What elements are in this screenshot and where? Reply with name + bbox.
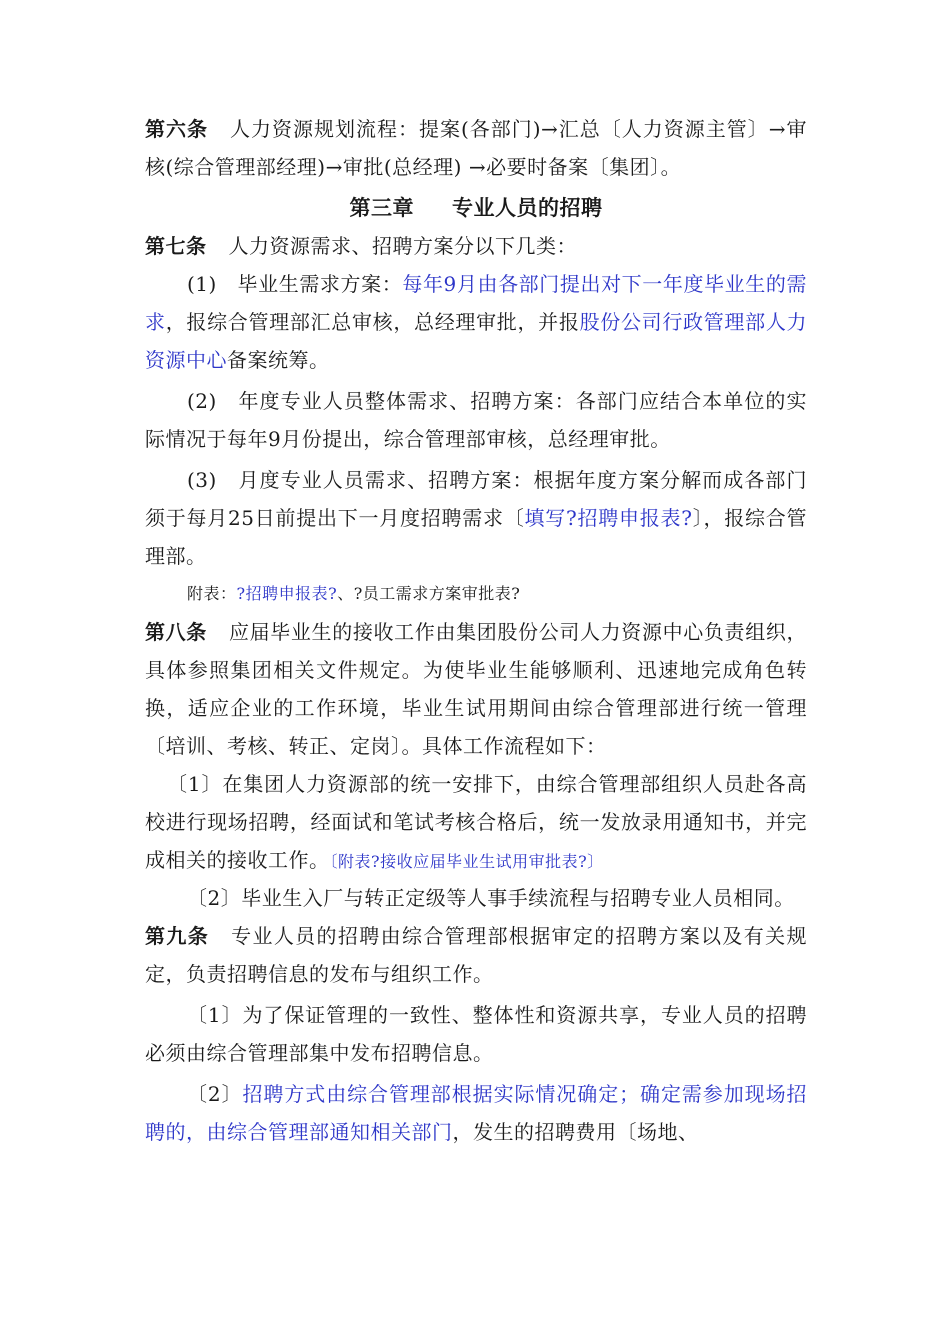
article-6-text: 人力资源规划流程：提案(各部门)→汇总〔人力资源主管〕→审核(综合管理部经理)→审批(总经理) →必要时备案〔集团〕。 [145,117,808,179]
article-7-item-3-text: (3) 月度专业人员需求、招聘方案：根据年度方案分解而成各部门须于每月25日前提出下一月度招聘需求〔 [145,468,807,530]
article-9-item-2-end: ，发生的招聘费用〔场地、 [452,1120,699,1144]
article-9-item-2 [145,1075,807,1151]
article-9-text: 专业人员的招聘由综合管理部根据审定的招聘方案以及有关规定，负责招聘信息的发布与组织工作。 [145,924,808,986]
document-body [145,110,807,1151]
article-9-item-1: 〔1〕为了保证管理的一致性、整体性和资源共享，专业人员的招聘必须由综合管理部集中发布招聘信息。 [145,1003,807,1065]
article-8-text: 应届毕业生的接收工作由集团股份公司人力资源中心负责组织，具体参照集团相关文件规定。为使毕业生能够顺利、迅速地完成角色转换，适应企业的工作环境，毕业生试用期间由综合管理部进行统一管理〔培训、考核、转正、定岗〕。具体工作流程如下： [145,620,808,758]
article-7-item-1-middle: ，报综合管理部汇总审核，总经理审批，并报 [165,310,580,334]
article-8 [145,613,807,765]
attachment-demand-form: ?员工需求方案审批表? [353,584,521,603]
article-7-item-1-highlight-1: 每年9月由各部门提出对下一年度毕业生的需求 [145,272,807,334]
article-8-item-1 [145,765,807,879]
chapter-3-number: 第三章 [349,195,414,220]
attachments-prefix: 附表： [187,584,237,603]
article-7-item-3 [145,461,807,575]
article-8-label: 第八条 [145,620,207,644]
article-7-label: 第七条 [145,234,207,258]
article-7-intro: 人力资源需求、招聘方案分以下几类： [228,234,577,258]
chapter-3-heading [145,189,807,227]
article-9 [145,917,807,993]
article-7-item-1-end: 备案统筹。 [227,348,330,372]
article-8-item-1-attachment: 〔附表?接收应届毕业生试用审批表?〕 [329,852,604,871]
article-9-label: 第九条 [145,924,210,948]
attachment-recruit-form: ?招聘申报表? [236,584,338,603]
article-8-item-2: 〔2〕毕业生入厂与转正定级等人事手续流程与招聘专业人员相同。 [187,886,795,910]
article-6 [145,110,807,186]
article-7-attachments [145,575,807,613]
article-7-item-3-link: 填写?招聘申报表? [524,506,693,530]
article-6-label: 第六条 [145,117,208,141]
article-7-item-1-highlight-2: 股份公司行政管理部人力资源中心 [145,310,808,372]
article-7-item-3-end: 〕，报综合管理部。 [145,506,808,568]
article-9-item-2-prefix: 〔2〕 [187,1082,243,1106]
article-7-item-1 [145,265,807,379]
article-8-item-1-text: 〔1〕在集团人力资源部的统一安排下，由综合管理部组织人员赴各高校进行现场招聘，经面试和笔试考核合格后，统一发放录用通知书，并完成相关的接收工作。 [145,772,807,872]
article-7 [145,227,807,265]
chapter-3-title: 专业人员的招聘 [452,195,603,220]
article-7-item-1-prefix: (1) 毕业生需求方案： [187,272,403,296]
article-7-item-2: (2) 年度专业人员整体需求、招聘方案：各部门应结合本单位的实际情况于每年9月份提出，综合管理部审核，总经理审批。 [145,389,807,451]
attachments-separator: 、 [337,584,354,603]
article-9-item-2-highlight: 招聘方式由综合管理部根据实际情况确定；确定需参加现场招聘的，由综合管理部通知相关部门 [145,1082,807,1144]
